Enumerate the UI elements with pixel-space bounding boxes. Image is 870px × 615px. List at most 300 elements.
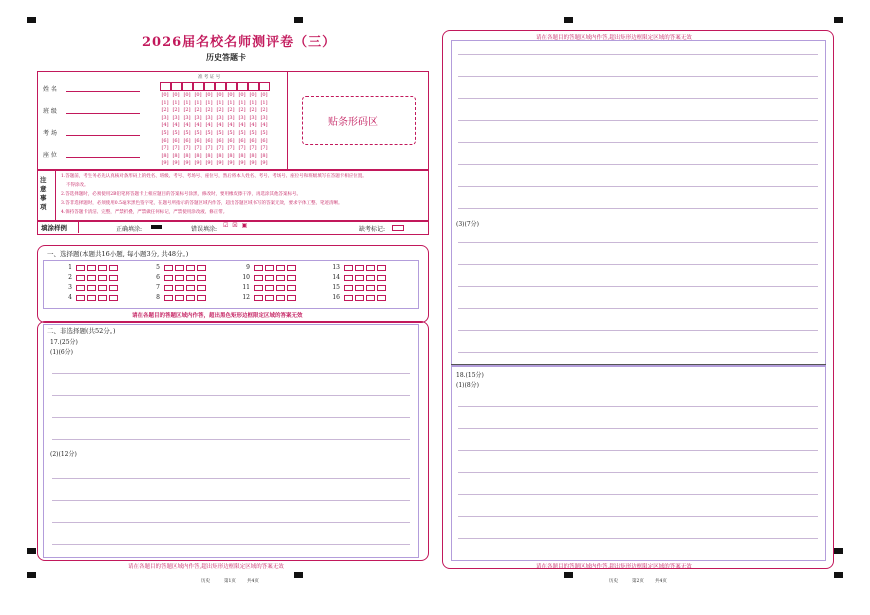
mcq-row[interactable] [236, 284, 298, 291]
digit-bubble[interactable]: [4] [260, 122, 268, 129]
left-page-total: 共4页 [247, 579, 259, 584]
position-mark [564, 572, 573, 578]
right-inner-box-top [451, 40, 826, 366]
digit-bubble[interactable]: [5] [183, 129, 191, 136]
option-bubble-c[interactable] [276, 285, 285, 291]
digit-bubble[interactable]: [8] [216, 152, 224, 159]
option-bubble-d[interactable] [109, 265, 118, 271]
option-bubble-c[interactable] [276, 295, 285, 301]
digit-bubble[interactable]: [1] [205, 99, 213, 106]
exam-number-digit-column[interactable] [226, 92, 236, 168]
barcode-label: 贴条形码区 [328, 117, 378, 128]
option-bubble-d[interactable] [377, 275, 386, 281]
digit-bubble[interactable]: [7] [227, 145, 235, 152]
answer-line[interactable] [52, 500, 410, 501]
digit-bubble[interactable]: [7] [161, 145, 169, 152]
exam-number-digit-box[interactable] [160, 82, 171, 91]
mcq-row[interactable] [146, 284, 208, 291]
question-number: 8 [156, 294, 160, 301]
option-bubble-a[interactable] [164, 275, 173, 281]
digit-bubble[interactable]: [9] [260, 160, 268, 167]
sheet-title: 2026届名校名师测评卷（三） [142, 35, 337, 50]
answer-line[interactable] [458, 98, 818, 99]
digit-bubble[interactable]: [8] [249, 152, 257, 159]
question-number: 7 [156, 284, 160, 291]
question-number: 6 [156, 274, 160, 281]
exam-number-digit-column[interactable] [259, 92, 269, 168]
name-field[interactable] [66, 91, 140, 92]
digit-bubble[interactable]: [2] [183, 107, 191, 114]
digit-bubble[interactable]: [0] [227, 92, 235, 98]
digit-bubble[interactable]: [1] [172, 99, 180, 106]
option-bubble-a[interactable] [254, 275, 263, 281]
class-label: 班 级 [43, 108, 57, 115]
digit-bubble[interactable]: [5] [238, 129, 246, 136]
option-bubble-d[interactable] [287, 285, 296, 291]
question-number: 13 [332, 264, 340, 271]
digit-bubble[interactable]: [3] [249, 114, 257, 121]
answer-line[interactable] [458, 330, 818, 331]
option-bubble-b[interactable] [87, 295, 96, 301]
digit-bubble[interactable]: [3] [227, 114, 235, 121]
answer-line[interactable] [458, 428, 818, 429]
exam-number-digit-column[interactable] [182, 92, 192, 168]
fill-sample-label: 填涂样例 [41, 224, 67, 232]
wrong-fill-label: 错误填涂: [191, 226, 218, 233]
digit-bubble[interactable]: [0] [260, 92, 268, 98]
digit-bubble[interactable]: [4] [194, 122, 202, 129]
option-bubble-c[interactable] [98, 265, 107, 271]
digit-bubble[interactable]: [2] [227, 107, 235, 114]
digit-bubble[interactable]: [7] [249, 145, 257, 152]
exam-number-digit-box[interactable] [171, 82, 182, 91]
digit-bubble[interactable]: [6] [183, 137, 191, 144]
digit-bubble[interactable]: [8] [194, 152, 202, 159]
option-bubble-a[interactable] [76, 265, 85, 271]
digit-bubble[interactable]: [2] [238, 107, 246, 114]
option-bubble-d[interactable] [197, 275, 206, 281]
option-bubble-d[interactable] [197, 265, 206, 271]
answer-line[interactable] [52, 478, 410, 479]
digit-bubble[interactable]: [8] [227, 152, 235, 159]
question-number: 9 [246, 264, 250, 271]
answer-line[interactable] [458, 516, 818, 517]
question-number: 16 [332, 294, 340, 301]
side-mark [27, 548, 36, 554]
mcq-row[interactable] [58, 294, 120, 301]
correct-fill-label: 正确填涂: [116, 226, 143, 233]
question-number: 1 [68, 264, 72, 271]
digit-bubble[interactable]: [6] [238, 137, 246, 144]
option-bubble-b[interactable] [87, 265, 96, 271]
digit-bubble[interactable]: [0] [194, 92, 202, 98]
option-bubble-d[interactable] [109, 285, 118, 291]
exam-number-digit-box[interactable] [248, 82, 259, 91]
answer-line[interactable] [458, 242, 818, 243]
footer-warning-right: 请在各题目的答题区域内作答,超出矩形边框限定区域的答案无效 [536, 564, 692, 570]
answer-line[interactable] [458, 494, 818, 495]
digit-bubble[interactable]: [2] [172, 107, 180, 114]
answer-line[interactable] [52, 522, 410, 523]
question-number: 11 [242, 284, 250, 291]
position-mark [27, 17, 36, 23]
answer-line[interactable] [458, 142, 818, 143]
option-bubble-b[interactable] [175, 295, 184, 301]
digit-bubble[interactable]: [5] [172, 129, 180, 136]
digit-bubble[interactable]: [9] [194, 160, 202, 167]
section1-warning: 请在各题目的答题区域内作答，超出黑色矩形边框限定区域的答案无效 [132, 313, 303, 319]
option-bubble-d[interactable] [287, 275, 296, 281]
digit-bubble[interactable]: [3] [238, 114, 246, 121]
digit-bubble[interactable]: [5] [161, 129, 169, 136]
option-bubble-c[interactable] [186, 285, 195, 291]
q17-1-label: (1)(6分) [50, 349, 73, 356]
exam-room-label: 考 场 [43, 130, 57, 137]
option-bubble-d[interactable] [377, 285, 386, 291]
option-bubble-c[interactable] [186, 275, 195, 281]
digit-bubble[interactable]: [9] [161, 160, 169, 167]
option-bubble-a[interactable] [76, 285, 85, 291]
answer-line[interactable] [458, 164, 818, 165]
digit-bubble[interactable]: [6] [205, 137, 213, 144]
right-inner-box-bottom [451, 366, 826, 561]
option-bubble-c[interactable] [366, 295, 375, 301]
option-bubble-c[interactable] [366, 285, 375, 291]
mcq-row[interactable] [326, 274, 388, 281]
mcq-row[interactable] [236, 274, 298, 281]
exam-number-digit-box[interactable] [193, 82, 204, 91]
position-mark [294, 17, 303, 23]
option-bubble-a[interactable] [76, 295, 85, 301]
answer-line[interactable] [458, 208, 818, 209]
digit-bubble[interactable]: [5] [249, 129, 257, 136]
digit-bubble[interactable]: [5] [260, 129, 268, 136]
mcq-row[interactable] [236, 264, 298, 271]
digit-bubble[interactable]: [4] [227, 122, 235, 129]
mcq-row[interactable] [146, 264, 208, 271]
option-bubble-b[interactable] [355, 275, 364, 281]
digit-bubble[interactable]: [3] [216, 114, 224, 121]
digit-bubble[interactable]: [7] [238, 145, 246, 152]
right-page-total: 共4页 [655, 579, 667, 584]
digit-bubble[interactable]: [1] [249, 99, 257, 106]
answer-line[interactable] [458, 186, 818, 187]
right-page-number: 第2页 [632, 579, 644, 584]
answer-line[interactable] [458, 120, 818, 121]
digit-bubble[interactable]: [3] [161, 114, 169, 121]
option-bubble-d[interactable] [197, 285, 206, 291]
answer-line[interactable] [52, 395, 410, 396]
option-bubble-d[interactable] [287, 295, 296, 301]
question-number: 15 [332, 284, 340, 291]
digit-bubble[interactable]: [4] [216, 122, 224, 129]
mcq-row[interactable] [58, 284, 120, 291]
position-mark [834, 17, 843, 23]
mcq-row[interactable] [146, 294, 208, 301]
notes-item: 不得涂改。 [66, 183, 89, 188]
class-field[interactable] [66, 113, 140, 114]
digit-bubble[interactable]: [3] [205, 114, 213, 121]
option-bubble-b[interactable] [175, 275, 184, 281]
digit-bubble[interactable]: [1] [238, 99, 246, 106]
digit-bubble[interactable]: [3] [194, 114, 202, 121]
option-bubble-b[interactable] [265, 295, 274, 301]
digit-bubble[interactable]: [0] [183, 92, 191, 98]
digit-bubble[interactable]: [9] [238, 160, 246, 167]
digit-bubble[interactable]: [2] [205, 107, 213, 114]
option-bubble-d[interactable] [197, 295, 206, 301]
digit-bubble[interactable]: [7] [194, 145, 202, 152]
exam-number-digit-column[interactable] [237, 92, 247, 168]
answer-line[interactable] [458, 308, 818, 309]
digit-bubble[interactable]: [6] [172, 137, 180, 144]
digit-bubble[interactable]: [6] [216, 137, 224, 144]
seat-label: 座 位 [43, 152, 57, 159]
answer-line[interactable] [52, 544, 410, 545]
digit-bubble[interactable]: [9] [205, 160, 213, 167]
answer-line[interactable] [458, 472, 818, 473]
option-bubble-b[interactable] [265, 265, 274, 271]
digit-bubble[interactable]: [7] [205, 145, 213, 152]
info-divider [287, 71, 288, 169]
sheet-subtitle: 历史答题卡 [206, 52, 246, 62]
option-bubble-a[interactable] [344, 285, 353, 291]
digit-bubble[interactable]: [9] [216, 160, 224, 167]
option-bubble-b[interactable] [87, 275, 96, 281]
mcq-row[interactable] [326, 294, 388, 301]
exam-number-digit-box[interactable] [204, 82, 215, 91]
q17-3-label: (3)(7分) [456, 221, 479, 228]
option-bubble-c[interactable] [186, 265, 195, 271]
notes-heading: 注意事项 [40, 176, 47, 211]
digit-bubble[interactable]: [7] [183, 145, 191, 152]
digit-bubble[interactable]: [3] [183, 114, 191, 121]
digit-bubble[interactable]: [1] [227, 99, 235, 106]
mcq-row[interactable] [326, 284, 388, 291]
exam-number-digit-box[interactable] [237, 82, 248, 91]
question-number: 4 [68, 294, 72, 301]
position-mark [834, 572, 843, 578]
digit-bubble[interactable]: [0] [172, 92, 180, 98]
digit-bubble[interactable]: [9] [183, 160, 191, 167]
option-bubble-b[interactable] [355, 285, 364, 291]
footer-warning-left: 请在各题目的答题区域内作答,超出矩形边框限定区域的答案无效 [128, 564, 284, 570]
mcq-row[interactable] [146, 274, 208, 281]
question-number: 2 [68, 274, 72, 281]
option-bubble-a[interactable] [344, 265, 353, 271]
option-bubble-c[interactable] [276, 265, 285, 271]
answer-line[interactable] [458, 264, 818, 265]
right-page-subject: 历史 [609, 579, 618, 584]
digit-bubble[interactable]: [4] [183, 122, 191, 129]
digit-bubble[interactable]: [0] [216, 92, 224, 98]
digit-bubble[interactable]: [2] [161, 107, 169, 114]
answer-line[interactable] [458, 450, 818, 451]
digit-bubble[interactable]: [1] [161, 99, 169, 106]
q18-label: 18.(15分) [456, 372, 484, 379]
option-bubble-a[interactable] [254, 285, 263, 291]
option-bubble-d[interactable] [377, 265, 386, 271]
position-mark [294, 572, 303, 578]
fill-sample-divider [78, 220, 79, 233]
digit-bubble[interactable]: [4] [238, 122, 246, 129]
digit-bubble[interactable]: [5] [227, 129, 235, 136]
digit-bubble[interactable]: [1] [183, 99, 191, 106]
digit-bubble[interactable]: [6] [194, 137, 202, 144]
digit-bubble[interactable]: [9] [249, 160, 257, 167]
option-bubble-a[interactable] [344, 295, 353, 301]
digit-bubble[interactable]: [8] [183, 152, 191, 159]
digit-bubble[interactable]: [0] [161, 92, 169, 98]
option-bubble-b[interactable] [87, 285, 96, 291]
wrong-fill-samples: ☑ ☒ ▣ [223, 222, 249, 229]
option-bubble-c[interactable] [98, 295, 107, 301]
option-bubble-b[interactable] [265, 285, 274, 291]
digit-bubble[interactable]: [4] [205, 122, 213, 129]
digit-bubble[interactable]: [8] [205, 152, 213, 159]
q17-2-label: (2)(12分) [50, 451, 77, 458]
option-bubble-a[interactable] [254, 265, 263, 271]
notes-item: 4.保持答题卡清洁、完整，严禁折叠，严禁做任何标记，严禁使用涂改液、修正带。 [61, 210, 228, 215]
position-mark [564, 17, 573, 23]
option-bubble-b[interactable] [355, 265, 364, 271]
exam-number-label: 准 考 证 号 [198, 75, 221, 80]
mcq-row[interactable] [58, 264, 120, 271]
exam-number-digit-column[interactable] [171, 92, 181, 168]
right-divider [451, 364, 826, 365]
side-mark [834, 548, 843, 554]
position-mark [27, 572, 36, 578]
question-number: 10 [242, 274, 250, 281]
option-bubble-a[interactable] [254, 295, 263, 301]
option-bubble-b[interactable] [355, 295, 364, 301]
digit-bubble[interactable]: [6] [260, 137, 268, 144]
left-page-subject: 历史 [201, 579, 210, 584]
answer-line[interactable] [458, 352, 818, 353]
digit-bubble[interactable]: [5] [205, 129, 213, 136]
option-bubble-d[interactable] [109, 295, 118, 301]
digit-bubble[interactable]: [2] [249, 107, 257, 114]
digit-bubble[interactable]: [9] [227, 160, 235, 167]
exam-number-digit-box[interactable] [182, 82, 193, 91]
digit-bubble[interactable]: [7] [260, 145, 268, 152]
answer-line[interactable] [52, 417, 410, 418]
digit-bubble[interactable]: [0] [205, 92, 213, 98]
exam-number-digit-column[interactable] [193, 92, 203, 168]
absent-mark-box[interactable] [392, 225, 404, 231]
digit-bubble[interactable]: [6] [249, 137, 257, 144]
footer-warning-top-right: 请在各题目的答题区域内作答,超出矩形边框限定区域的答案无效 [536, 35, 692, 41]
digit-bubble[interactable]: [5] [194, 129, 202, 136]
digit-bubble[interactable]: [4] [172, 122, 180, 129]
option-bubble-c[interactable] [98, 275, 107, 281]
notes-item: 2.答选择题时，必须使用2B铅笔将答题卡上相应题目的答案标号涂黑，修改时，要用橡皮擦干净，再选涂其他答案标号。 [61, 192, 301, 197]
answer-line[interactable] [458, 76, 818, 77]
digit-bubble[interactable]: [7] [216, 145, 224, 152]
option-bubble-c[interactable] [98, 285, 107, 291]
option-bubble-a[interactable] [164, 295, 173, 301]
option-bubble-c[interactable] [366, 275, 375, 281]
option-bubble-b[interactable] [265, 275, 274, 281]
exam-number-digit-box[interactable] [215, 82, 226, 91]
exam-number-digit-column[interactable] [215, 92, 225, 168]
question-number: 14 [332, 274, 340, 281]
section2-title: 二、非选择题(共52分。) [47, 327, 116, 335]
digit-bubble[interactable]: [1] [216, 99, 224, 106]
option-bubble-d[interactable] [287, 265, 296, 271]
digit-bubble[interactable]: [5] [216, 129, 224, 136]
digit-bubble[interactable]: [3] [260, 114, 268, 121]
option-bubble-a[interactable] [164, 285, 173, 291]
digit-bubble[interactable]: [2] [194, 107, 202, 114]
notes-item: 3.答非选择题时，必须使用0.5毫米黑色签字笔，在题号所指示的答题区域内作答，超出答题区域书写的答案无效，要求字体工整、笔迹清晰。 [61, 201, 343, 206]
digit-bubble[interactable]: [8] [260, 152, 268, 159]
exam-number-digit-column[interactable] [160, 92, 170, 168]
mcq-row[interactable] [236, 294, 298, 301]
absent-mark-label: 缺考标记: [359, 226, 386, 233]
answer-line[interactable] [458, 286, 818, 287]
digit-bubble[interactable]: [1] [260, 99, 268, 106]
exam-number-digit-box[interactable] [259, 82, 270, 91]
digit-bubble[interactable]: [4] [161, 122, 169, 129]
correct-fill-sample [151, 225, 162, 229]
digit-bubble[interactable]: [3] [172, 114, 180, 121]
mcq-row[interactable] [58, 274, 120, 281]
option-bubble-d[interactable] [109, 275, 118, 281]
digit-bubble[interactable]: [9] [172, 160, 180, 167]
digit-bubble[interactable]: [1] [194, 99, 202, 106]
digit-bubble[interactable]: [7] [172, 145, 180, 152]
digit-bubble[interactable]: [0] [249, 92, 257, 98]
option-bubble-b[interactable] [175, 285, 184, 291]
exam-number-digit-column[interactable] [204, 92, 214, 168]
digit-bubble[interactable]: [8] [238, 152, 246, 159]
answer-line[interactable] [458, 54, 818, 55]
option-bubble-c[interactable] [366, 265, 375, 271]
digit-bubble[interactable]: [8] [161, 152, 169, 159]
exam-number-digit-box[interactable] [226, 82, 237, 91]
digit-bubble[interactable]: [8] [172, 152, 180, 159]
digit-bubble[interactable]: [6] [161, 137, 169, 144]
digit-bubble[interactable]: [2] [260, 107, 268, 114]
mcq-row[interactable] [326, 264, 388, 271]
name-label: 姓 名 [43, 86, 57, 93]
exam-number-digit-column[interactable] [248, 92, 258, 168]
answer-line[interactable] [458, 406, 818, 407]
option-bubble-a[interactable] [164, 265, 173, 271]
digit-bubble[interactable]: [2] [216, 107, 224, 114]
option-bubble-c[interactable] [186, 295, 195, 301]
question-number: 5 [156, 264, 160, 271]
notes-item: 1.答题前，考生务必先认真核对条形码上的姓名、班级、考号、考场号、座位号，然后将本人姓名、考号、考场号、座位号和班级填写在答题卡相应位置。 [61, 174, 367, 179]
seat-field[interactable] [66, 157, 140, 158]
option-bubble-a[interactable] [76, 275, 85, 281]
option-bubble-a[interactable] [344, 275, 353, 281]
question-number: 3 [68, 284, 72, 291]
digit-bubble[interactable]: [4] [249, 122, 257, 129]
digit-bubble[interactable]: [6] [227, 137, 235, 144]
digit-bubble[interactable]: [0] [238, 92, 246, 98]
answer-line[interactable] [52, 373, 410, 374]
answer-line[interactable] [458, 538, 818, 539]
answer-line[interactable] [52, 439, 410, 440]
exam-room-field[interactable] [66, 135, 140, 136]
section1-title: 一、选择题(本题共16小题, 每小题3分, 共48分。) [47, 250, 189, 258]
option-bubble-c[interactable] [276, 275, 285, 281]
notes-divider [55, 169, 56, 220]
option-bubble-b[interactable] [175, 265, 184, 271]
option-bubble-d[interactable] [377, 295, 386, 301]
